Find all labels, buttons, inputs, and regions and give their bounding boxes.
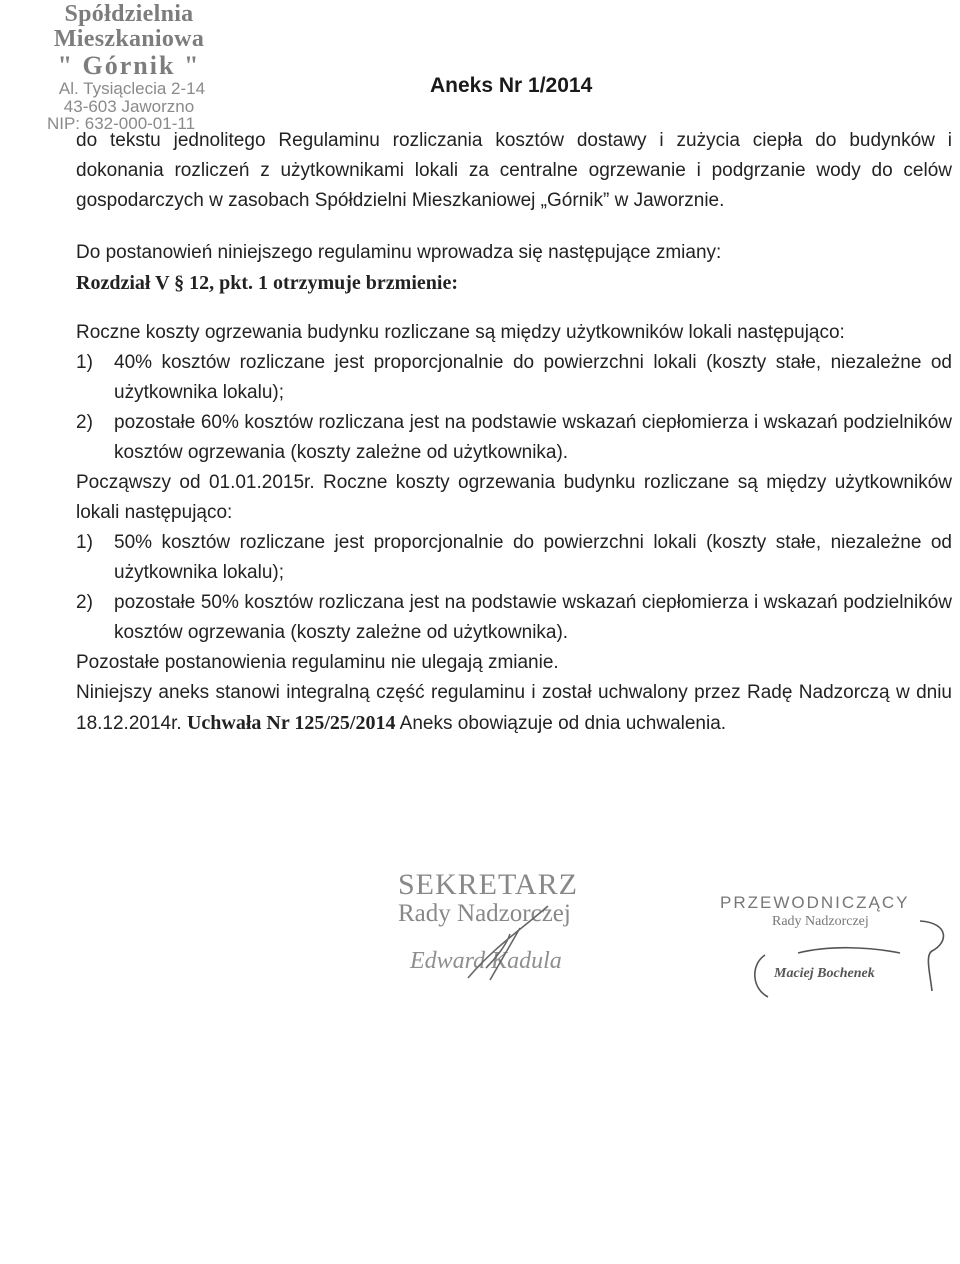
stamp-line-nip: NIP: 632-000-01-11 xyxy=(46,114,196,134)
secretary-name: Edward Kadula xyxy=(410,948,562,974)
chairman-title: PRZEWODNICZĄCY xyxy=(720,893,910,912)
stamp-line-brand: " Górnik " xyxy=(57,51,201,81)
paragraph-annual-costs: Roczne koszty ogrzewania budynku rozliczane są między użytkowników lokali następująco: xyxy=(76,322,845,343)
resolution-number: Uchwała Nr 125/25/2014 xyxy=(186,712,396,734)
stamp-line-street: Al. Tysiąclecia 2-14 xyxy=(58,78,206,98)
list-number: 2) xyxy=(76,592,93,613)
adoption-text: Niniejszy aneks stanowi integralną część regulaminu i został uchwalony przez Radę Nadzorczą w dniu 18.12.2014r. xyxy=(76,682,952,734)
paragraph-other-provisions: Pozostałe postanowienia regulaminu nie ulegają zmianie. xyxy=(76,652,559,673)
list-number: 1) xyxy=(76,352,93,373)
document-title: Aneks Nr 1/2014 xyxy=(430,74,593,97)
intro-paragraph: do tekstu jednolitego Regulaminu rozliczania kosztów dostawy i zużycia ciepła do budynków i dokonania rozliczeń z użytkownikami lokali za centralne ogrzewanie i podgrzanie wody do celów gospodarczych w zasobach Spółdzielni Mieszkaniowej „Górnik” w Jaworznie. xyxy=(76,130,952,211)
paragraph-adoption xyxy=(76,678,952,739)
paragraph-from-2015: Począwszy od 01.01.2015r. Roczne koszty ogrzewania budynku rozliczane są między użytkowników lokali następująco: xyxy=(76,472,952,523)
list-text: 50% kosztów rozliczane jest proporcjonalnie do powierzchni lokali (koszty stałe, niezależne od użytkownika lokalu); xyxy=(114,532,952,583)
list-text: 40% kosztów rozliczane jest proporcjonalnie do powierzchni lokali (koszty stałe, niezależne od użytkownika lokalu); xyxy=(114,352,952,403)
secretary-title: SEKRETARZ xyxy=(398,868,578,901)
list-number: 2) xyxy=(76,412,93,433)
list-number: 1) xyxy=(76,532,93,553)
secretary-handwritten-signature xyxy=(398,868,598,998)
list-item xyxy=(76,588,952,648)
cooperative-stamp xyxy=(4,2,254,133)
section-heading: Rozdział V § 12, pkt. 1 otrzymuje brzmienie: xyxy=(76,272,458,294)
stamp-line-city: 43-603 Jaworzno xyxy=(63,96,195,116)
document-body xyxy=(76,126,952,739)
chairman-handwritten-signature xyxy=(720,893,960,1003)
list-item xyxy=(76,348,952,408)
list-text: pozostałe 50% kosztów rozliczana jest na podstawie wskazań ciepłomierza i wskazań podzielników kosztów ogrzewania (koszty zależne od użytkownika). xyxy=(114,592,952,643)
chairman-subtitle: Rady Nadzorczej xyxy=(772,914,869,929)
list-item xyxy=(76,528,952,588)
adoption-text-end: Aneks obowiązuje od dnia uchwalenia. xyxy=(395,713,727,734)
list-text: pozostałe 60% kosztów rozliczana jest na podstawie wskazań ciepłomierza i wskazań podzielników kosztów ogrzewania (koszty zależne od użytkownika). xyxy=(114,412,952,463)
chairman-signature-block xyxy=(720,893,960,1003)
stamp-line-name: Spółdzielnia Mieszkaniowa xyxy=(53,1,205,53)
changes-intro: Do postanowień niniejszego regulaminu wprowadza się następujące zmiany: xyxy=(76,242,722,263)
secretary-subtitle: Rady Nadzorczej xyxy=(398,900,571,927)
secretary-signature-block xyxy=(398,868,598,998)
chairman-name: Maciej Bochenek xyxy=(774,966,875,981)
list-item xyxy=(76,408,952,468)
